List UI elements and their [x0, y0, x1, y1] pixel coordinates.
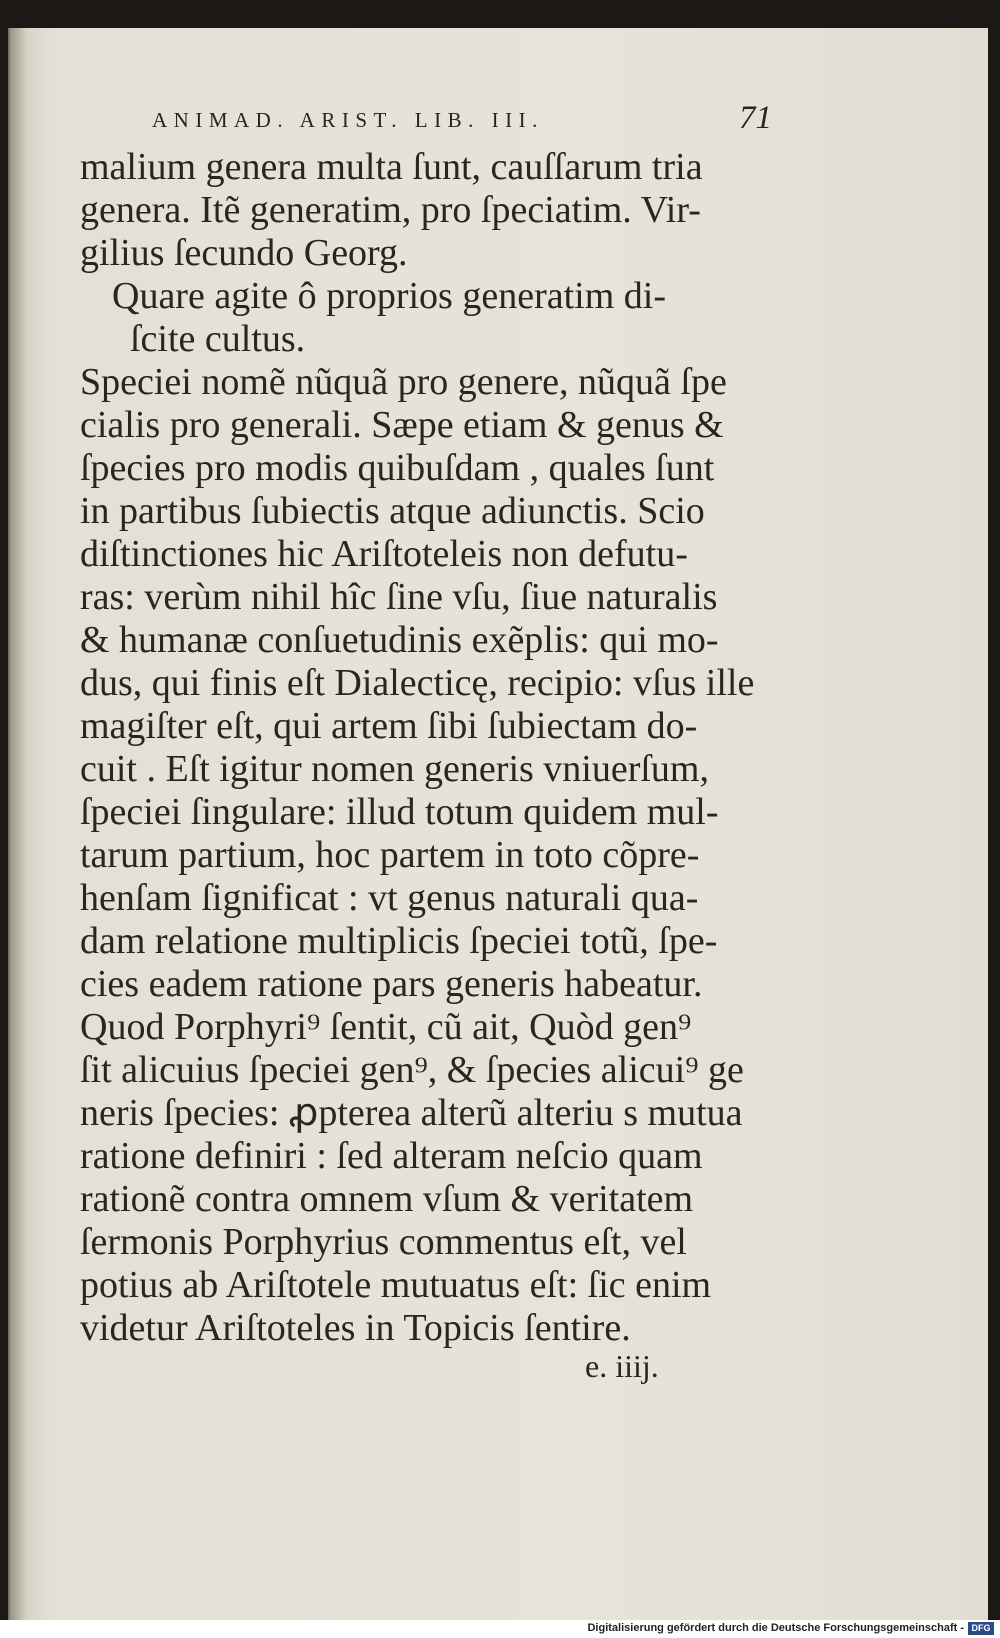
text-line: ſpeciei ſingulare: illud totum quidem mul-	[80, 791, 719, 833]
text-line: cies eadem ratione pars generis habeatur.	[80, 963, 703, 1005]
page-number: 71	[739, 100, 772, 136]
text-line: in partibus ſubiectis atque adiunctis. Scio	[80, 490, 705, 532]
text-line: malium genera multa ſunt, cauſſarum tria	[80, 146, 703, 188]
text-line: dus, qui finis eſt Dialecticę, recipio: vſus ille	[80, 662, 755, 704]
text-line: ſit alicuius ſpeciei gen⁹, & ſpecies alicui⁹ ge	[80, 1049, 744, 1091]
text-line: genera. Itẽ generatim, pro ſpeciatim. Vir-	[80, 189, 701, 231]
gutter-shadow	[8, 28, 28, 1623]
text-line: neris ſpecies: ꝓpterea alterũ alteriu s mutua	[80, 1092, 743, 1134]
verse-line: ſcite cultus.	[130, 318, 306, 360]
text-line: videtur Ariſtoteles in Topicis ſentire.	[80, 1307, 631, 1349]
page-header	[152, 100, 772, 140]
running-head: ANIMAD. ARIST. LIB. III.	[152, 108, 544, 132]
text-line: ſpecies pro modis quibuſdam , quales ſunt	[80, 447, 715, 489]
text-line: henſam ſignificat : vt genus naturali qua-	[80, 877, 699, 919]
verse-line: Quare agite ô proprios generatim di-	[112, 275, 666, 317]
text-line: Speciei nomẽ nũquã pro genere, nũquã ſpe	[80, 361, 727, 403]
body-text	[80, 146, 770, 1350]
text-line: gilius ſecundo Georg.	[80, 232, 408, 274]
text-line: rationẽ contra omnem vſum & veritatem	[80, 1178, 694, 1220]
signature-mark: e. iiij.	[585, 1348, 659, 1384]
text-line: cuit . Eſt igitur nomen generis vniuerſum,	[80, 748, 709, 790]
text-line: & humanæ conſuetudinis exẽplis: qui mo-	[80, 619, 719, 661]
text-line: ſermonis Porphyrius commentus eſt, vel	[80, 1221, 687, 1263]
text-line: Quod Porphyri⁹ ſentit, cũ ait, Quòd gen⁹	[80, 1006, 692, 1048]
text-line: diſtinctiones hic Ariſtoteleis non defutu-	[80, 533, 688, 575]
text-line: potius ab Ariſtotele mutuatus eſt: ſic enim	[80, 1264, 712, 1306]
digitization-credit: Digitalisierung gefördert durch die Deutsche Forschungsgemeinschaft -	[587, 1622, 964, 1634]
text-line: dam relatione multiplicis ſpeciei totũ, ſpe-	[80, 920, 718, 962]
dfg-logo: DFG	[968, 1622, 994, 1635]
text-line: tarum partium, hoc partem in toto cõpre-	[80, 834, 700, 876]
text-line: cialis pro generali. Sæpe etiam & genus &	[80, 404, 724, 446]
text-line: ratione definiri : ſed alteram neſcio quam	[80, 1135, 703, 1177]
text-line: magiſter eſt, qui artem ſibi ſubiectam do-	[80, 705, 698, 747]
text-line: ras: verùm nihil hîc ſine vſu, ſiue naturalis	[80, 576, 718, 618]
